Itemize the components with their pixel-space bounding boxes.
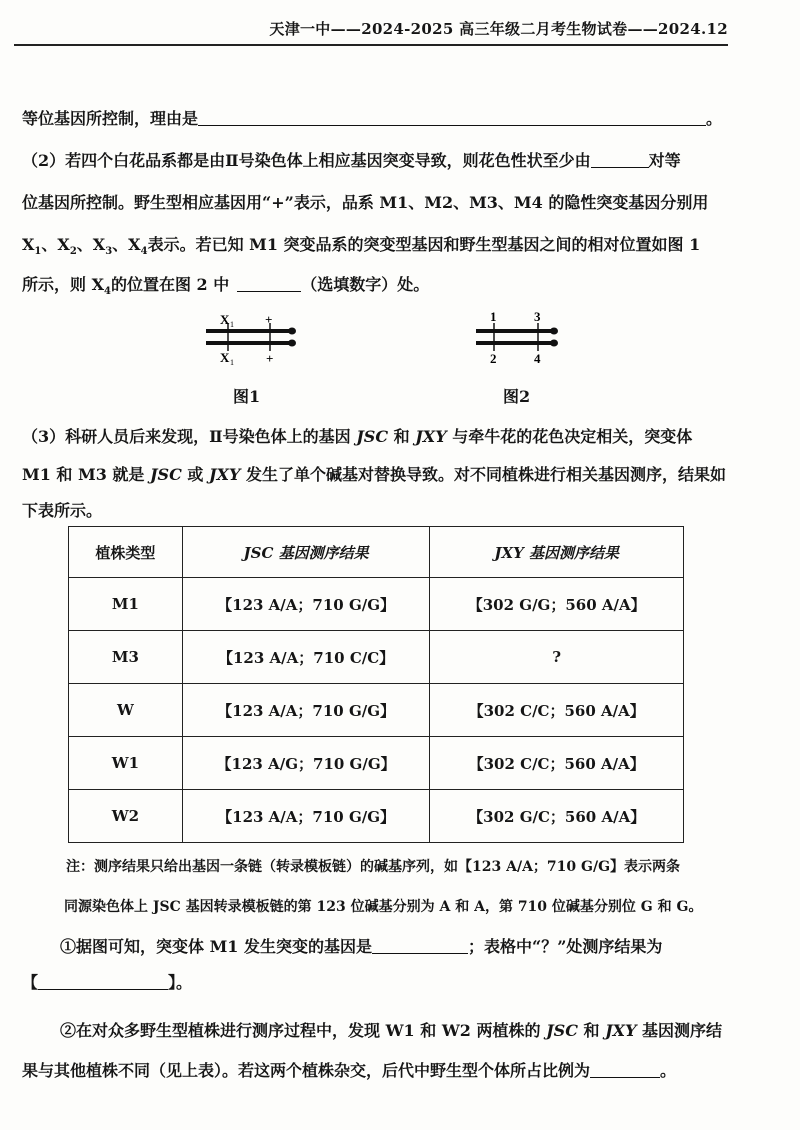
table-cell: 【123 A/G；710 G/G】 (182, 737, 430, 790)
gene-jxy: JXY (415, 427, 447, 446)
centromere-lower (550, 340, 558, 347)
para3-text: 发生了单个碱基对替换导致。对不同植株进行相关基因测序，结果如 (240, 465, 726, 484)
answer-blank-mutated-gene[interactable] (372, 937, 468, 954)
table-row (69, 790, 684, 843)
x-label: X (22, 235, 35, 254)
table-cell: 【123 A/A；710 G/G】 (182, 790, 430, 843)
x-sub-4: 4 (140, 246, 148, 258)
x-sub-2: 2 (69, 246, 77, 258)
x-sub-1: 1 (34, 246, 42, 258)
table-cell: W1 (69, 737, 183, 790)
para3-text: （3）科研人员后来发现，Ⅱ号染色体上的基因 (22, 427, 357, 446)
x-sub-3: 3 (105, 246, 113, 258)
fig2-label-3: 3 (534, 309, 541, 324)
table-row (69, 578, 684, 631)
line2-text: （2）若四个白花品系都是由Ⅱ号染色体上相应基因突变导致，则花色性状至少由 (22, 151, 591, 170)
chromosome-lower (206, 341, 294, 345)
sequencing-table (68, 526, 684, 843)
table-header: JXY 基因测序结果 (430, 527, 684, 578)
fig1-top-right: + (265, 312, 273, 327)
centromere-upper (550, 328, 558, 335)
table-cell: 【123 A/A；710 C/C】 (182, 631, 430, 684)
figure-2-caption: 图2 (503, 387, 531, 406)
question-1-line-1 (60, 934, 662, 957)
chromosome-upper (476, 329, 556, 333)
centromere-upper (288, 328, 296, 335)
fig2-label-4: 4 (534, 351, 541, 366)
table-note-line-2: 同源染色体上 JSC 基因转录模板链的第 123 位碱基分别为 A 和 A，第 710 位碱基分别位 G 和 G。 (64, 899, 703, 915)
figure-1-caption: 图1 (233, 387, 261, 406)
para3-text: 与牵牛花的花色决定相关，突变体 (446, 427, 693, 446)
line1-text: 等位基因所控制，理由是 (22, 109, 199, 128)
q2-text: 和 (577, 1021, 606, 1040)
q1-text-2: ；表格中“？”处测序结果为 (468, 937, 663, 956)
gene-jxy: JXY (605, 1021, 637, 1040)
para3-text: 或 (181, 465, 209, 484)
q2-end: 。 (660, 1061, 677, 1080)
table-cell: 【123 A/A；710 G/G】 (182, 684, 430, 737)
x-label: 、X (76, 235, 106, 254)
figure-1-chromosome-diagram (200, 306, 310, 368)
table-cell: 【302 C/C；560 A/A】 (430, 684, 684, 737)
line4-text: 表示。若已知 M1 突变品系的突变型基因和野生型基因之间的相对位置如图 1 (147, 235, 701, 254)
text-line-5 (22, 272, 429, 297)
page-header: 天津一中——2024-2025 高三年级二月考生物试卷——2024.12 (269, 20, 728, 38)
table-cell: 【123 A/A；710 G/G】 (182, 578, 430, 631)
table-cell: 【302 G/G；560 A/A】 (430, 578, 684, 631)
line5-end: （选填数字）处。 (301, 275, 430, 294)
answer-blank-pairs[interactable] (591, 151, 649, 168)
table-header: 植株类型 (69, 527, 183, 578)
answer-blank-ratio[interactable] (590, 1061, 660, 1078)
para3-text: 和 (388, 427, 416, 446)
text-line-4 (22, 232, 700, 257)
table-cell: 【302 G/C；560 A/A】 (430, 790, 684, 843)
bracket-close: 】。 (168, 973, 193, 992)
chromosome-upper (206, 329, 294, 333)
q1-text: ①据图可知，突变体 M1 发生突变的基因是 (60, 937, 372, 956)
table-cell: ? (430, 631, 684, 684)
q2-text-2: 果与其他植株不同（见上表）。若这两个植株杂交，后代中野生型个体所占比例为 (22, 1061, 591, 1080)
line5-text-2: 的位置在图 2 中 (110, 275, 230, 294)
q2-text: 基因测序结 (636, 1021, 723, 1040)
table-row (69, 737, 684, 790)
fig1-bottom-left-sub: 1 (230, 358, 234, 367)
header-rule (14, 44, 728, 46)
question-2-line-1 (60, 1018, 722, 1041)
para3-line-2 (22, 462, 726, 485)
table-note-line-1: 注：测序结果只给出基因一条链（转录模板链）的碱基序列，如【123 A/A；710 G/G】表示两条 (66, 859, 681, 875)
line5-text: 所示，则 X (22, 275, 104, 294)
table-header: JSC 基因测序结果 (182, 527, 430, 578)
gene-jsc: JSC (356, 427, 389, 446)
gene-jsc: JSC (546, 1021, 578, 1040)
table-cell: W2 (69, 790, 183, 843)
chromosome-lower (476, 341, 556, 345)
text-line-1 (22, 106, 722, 129)
x-sub-4: 4 (104, 286, 111, 298)
fig1-bottom-right: + (266, 351, 274, 366)
fig2-label-1: 1 (490, 309, 497, 324)
question-1-line-2 (22, 970, 192, 993)
question-2-line-2 (22, 1058, 676, 1081)
fig1-top-left: X (220, 312, 230, 327)
gene-jxy: JXY (209, 465, 241, 484)
para3-line-3: 下表所示。 (22, 501, 103, 520)
line1-end: 。 (706, 109, 723, 128)
q2-text: ②在对众多野生型植株进行测序过程中，发现 W1 和 W2 两植株的 (60, 1021, 547, 1040)
text-line-2 (22, 148, 681, 171)
answer-blank-sequence[interactable] (38, 973, 168, 990)
table-cell: M3 (69, 631, 183, 684)
answer-blank-position[interactable] (237, 275, 301, 292)
fig1-bottom-left: X (220, 350, 230, 365)
x-label: 、X (41, 235, 70, 254)
text-line-3: 位基因所控制。野生型相应基因用“+”表示，品系 M1、M2、M3、M4 的隐性突变基因分别用 (22, 193, 709, 212)
centromere-lower (288, 340, 296, 347)
x-label: 、X (112, 235, 141, 254)
gene-jsc: JSC (149, 465, 182, 484)
fig2-label-2: 2 (490, 351, 497, 366)
table-cell: W (69, 684, 183, 737)
para3-line-1 (22, 424, 692, 447)
bracket-open: 【 (22, 973, 39, 992)
table-cell: 【302 C/C；560 A/A】 (430, 737, 684, 790)
fig1-top-left-sub: 1 (230, 320, 234, 329)
figure-2-chromosome-diagram (470, 306, 570, 368)
para3-text: M1 和 M3 就是 (22, 465, 150, 484)
table-cell: M1 (69, 578, 183, 631)
answer-blank-reason[interactable] (198, 109, 706, 126)
table-header-row (69, 527, 684, 578)
table-row (69, 684, 684, 737)
line2-end: 对等 (648, 151, 681, 170)
table-row (69, 631, 684, 684)
